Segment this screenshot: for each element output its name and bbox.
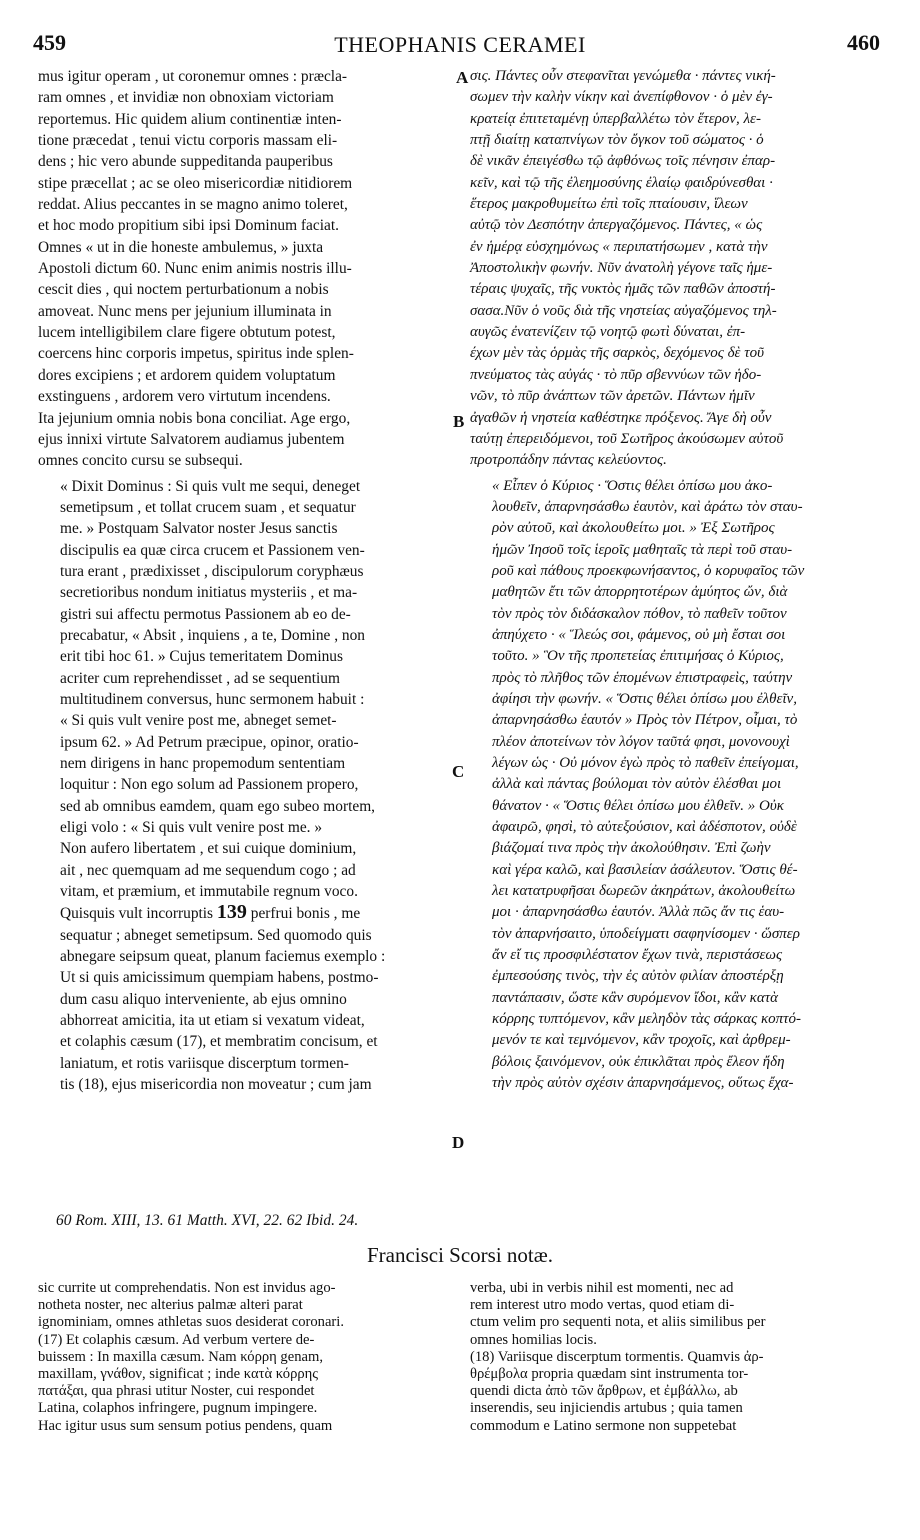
text-line: tione præcedat , tenui victu corporis massam eli-: [38, 132, 338, 150]
text-line: coercens hinc corporis impetus, spiritus inde splen-: [38, 345, 354, 363]
text-line: reportemus. Hic quidem alium continentiæ inten-: [38, 110, 342, 128]
text-line: tura erant , prædixisset , discipulorum coryphæus: [60, 562, 364, 580]
text-line: ἡμῶν Ἰησοῦ τοῖς ἱεροῖς μαθηταῖς τὰ περὶ τοῦ σταυ-: [492, 541, 793, 558]
text-line: Omnes « ut in die honeste ambulemus, » juxta: [38, 238, 324, 256]
text-line: τοῦτο. » Ὃν τῆς προπετείας ἐπιτιμήσας ὁ Κύριος,: [492, 648, 784, 665]
text-line: ipsum 62. » Ad Petrum præcipue, opinor, oratio-: [60, 733, 359, 751]
text-line: μαθητῶν ἔτι τῶν ἀπορρητοτέρων ἀμύητος ὤν, διὰ: [492, 584, 788, 601]
text-line: loquitur : Non ego solum ad Passionem propero,: [60, 776, 359, 794]
text-line: λει κατατρυφῆσαι δωρεῶν ἀκηράτων, ἀκολουθείτω: [492, 883, 796, 900]
text-line: σωμεν τὴν καλὴν νίκην καὶ ἀνεπίφθονον · ὁ μὲν ἐγ-: [470, 89, 773, 106]
latin-paragraph-2: [38, 476, 454, 1096]
note-line: πατάξαι, qua phrasi utitur Noster, cui respondet: [38, 1383, 315, 1400]
text-line: gistri sui affectu permotus Passionem ab eo de-: [60, 605, 351, 623]
text-line: lucem intelligibilem clare figere obtutum potest,: [38, 324, 336, 342]
margin-marker-c: C: [452, 762, 465, 781]
text-line: et hoc modo propitium sibi ipsi Dominum faciat.: [38, 217, 339, 235]
margin-marker-b: B: [453, 412, 465, 431]
text-line: μενόν τε καὶ τεμνόμενον, κἂν τροχοῖς, καὶ ἀρθρεμ-: [492, 1032, 791, 1049]
greek-paragraph-2: [470, 476, 880, 1095]
text-line: ἐν ἡμέρᾳ εὐσχημόνως « περιπατήσωμεν , κατὰ τὴν: [470, 238, 768, 255]
note-line: (17) Et colaphis cæsum. Ad verbum vertere de-: [38, 1331, 315, 1348]
text-line: « Dixit Dominus : Si quis vult me sequi, deneget: [60, 477, 361, 495]
text-line: amoveat. Nunc mens per jejunium illuminata in: [38, 302, 332, 320]
page-header: [0, 30, 920, 56]
note-line: ctum velim pro sequenti nota, et aliis similibus per: [470, 1314, 766, 1331]
note-line: buissem : In maxilla cæsum. Nam κόρρη genam,: [38, 1348, 323, 1365]
text-line: ἀπαρνησάσθω ἑαυτόν » Πρὸς τὸν Πέτρον, οἶμαι, τὸ: [492, 712, 798, 729]
text-line: κόρρης τυπτόμενον, κἂν μεληδὸν τὰς σάρκας κοπτό-: [492, 1011, 802, 1028]
text-line: discipulis ea quæ circa crucem et Passionem ven-: [60, 541, 365, 559]
text-line: me. » Postquam Salvator noster Jesus sanctis: [60, 520, 338, 538]
note-line: θρέμβολα propria quædam sint instrumenta tor-: [470, 1366, 749, 1383]
text-line: ἀλλὰ καὶ πάντας βούλομαι τὸν αὐτὸν ἑλέσθαι μοι: [492, 776, 782, 793]
text-line: sed ab omnibus eamdem, quam ego subeo mortem,: [60, 797, 376, 815]
text-line: έχων μὲν τὰς ὁρμὰς τῆς σαρκὸς, δεχόμενος δὲ τοῦ: [470, 345, 764, 362]
right-page-number: 460: [847, 30, 880, 55]
text-line: παντάπασιν, ὥστε κἂν συρόμενον ἴδοι, κἂν κατὰ: [492, 989, 778, 1006]
text-line: erit tibi hoc 61. » Cujus temeritatem Dominus: [60, 648, 343, 666]
text-line: secretioribus nondum initiatus mysteriis , et ma-: [60, 584, 358, 602]
text-line: nem dirigens in hanc propemodum sententiam: [60, 755, 346, 772]
text-line: eligi volo : « Si quis vult venire post me. »: [60, 819, 323, 837]
text-line: laniatum, et rotis variisque discerptum tormen-: [60, 1054, 349, 1072]
text-line: stipe præcellat ; ac se oleo misericordiæ nitidiorem: [38, 174, 353, 192]
text-line: Ita jejunium omnia nobis bona conciliat. Age ergo,: [38, 409, 351, 427]
note-line: rem interest utro modo vertas, quod etiam di-: [470, 1297, 735, 1314]
text-line: νῶν, τὸ πῦρ ἀνάπτων τῶν ἀρετῶν. Πάντων ἡμῖν: [470, 388, 755, 405]
text-line: κεῖν, καὶ τῷ τῆς ἐλεημοσύνης ἐλαίῳ φαιδρύνεσθαι ·: [470, 174, 773, 191]
latin-paragraph-1: [38, 66, 454, 472]
text-line: τὸν ἀπαρνήσαιτο, ὑποδείγματι σαφηνίσομεν · ὥσπερ: [492, 925, 800, 942]
greek-paragraph-1: [470, 66, 880, 472]
note-line: Hac igitur usus sum sensum potius pendens, quam: [38, 1417, 333, 1434]
text-line: πρὸς τὸ πλῆθος τῶν ἑπομένων ἐπιστραφεὶς, ταύτην: [492, 669, 793, 686]
text-line: abnegare seipsum queat, planum faciemus exemplo :: [60, 948, 386, 966]
text-line: vitam, et præmium, et immutabile regnum voco.: [60, 883, 358, 901]
text-line: ram omnes , et invidiæ non obnoxiam victoriam: [38, 89, 334, 107]
text-line: dum casu aliquo interveniente, ab ejus omnino: [60, 990, 347, 1008]
left-page-number: 459: [33, 30, 66, 55]
text-line: τέραις ψυχαῖς, τῆς νυκτὸς ἡμᾶς τῶν παθῶν ἀποστή-: [470, 281, 776, 298]
notes-left-column: [38, 1280, 456, 1435]
text-line: cescit dies , qui noctem perturbationum a nobis: [38, 281, 329, 299]
note-line: Latina, colaphos infringere, pugnum impingere.: [38, 1400, 318, 1417]
text-line: βόλοις ξαινόμενον, οὐκ ἐπικλᾶται πρὸς ἔλεον ἤδη: [492, 1053, 785, 1070]
text-line: ἀγαθῶν ἡ νηστεία καθέστηκε πρόξενος. Ἄγε δὴ οὖν: [470, 409, 772, 426]
note-line: omnes homilias locis.: [470, 1331, 597, 1348]
note-line: (18) Variisque discerptum tormentis. Quamvis ἀρ-: [470, 1348, 764, 1365]
text-line: abhorreat amicitia, ita ut etiam si vexatum videat,: [60, 1012, 365, 1030]
note-line: quendi dicta ἀπὸ τῶν ἄρθρων, et ἐμβάλλω, ab: [470, 1383, 738, 1400]
text-line: ἄν εἴ τις προσφιλέστατον ἔχων τινὰ, περιστάσεως: [492, 947, 783, 964]
text-line: dores excipiens ; et ardorem quidem voluptatum: [38, 366, 336, 384]
text-line: πνεύματος τὰς αὐγάς · τὸ πῦρ σβεννύων τῶν ἡδο-: [470, 366, 762, 383]
text-line: ἐμπεσούσης τινὸς, τὴν ἐς αὐτὸν φιλίαν ἀποστέρξῃ: [492, 968, 784, 985]
text-line: βιάζομαί τινα πρὸς τὴν ἀκολούθησιν. Ἐπὶ ζωὴν: [492, 840, 771, 857]
column-number: 139: [216, 901, 247, 924]
text-line: omnes concito cursu se subsequi.: [38, 452, 243, 470]
text-line: αὐτῷ τὸν Δεσπότην ἀπεργαζόμενος. Πάντες, « ὡς: [470, 217, 763, 234]
text-line: τὸν πρὸς τὸν διδάσκαλον πόθον, τὸ παθεῖν τοῦτον: [492, 605, 787, 622]
text-line: πτῇ διαίτῃ καταπνίγων τὸν ὄγκον τοῦ σώματος · ὁ: [470, 132, 764, 149]
text-line: multitudinem conversus, hunc sermonem habuit :: [60, 690, 365, 708]
text-line: ait , nec quemquam ad me sequendum cogo ; ad: [60, 861, 356, 879]
text-line: Quisquis vult incorruptis 139 perfrui bonis , me: [60, 901, 361, 924]
text-line: ἕτερος μακροθυμείτω ἐπὶ τοῖς πταίουσιν, ἵλεων: [470, 196, 748, 213]
note-line: commodum e Latino sermone non suppetebat: [470, 1417, 737, 1434]
text-line: σασα.Νῦν ὁ νοῦς διὰ τῆς νηστείας αὐγαζόμενος τηλ-: [470, 302, 777, 319]
text-line: μοι · ἀπαρνησάσθω ἑαυτόν. Ἀλλὰ πῶς ἄν τις ἑαυ-: [492, 904, 785, 921]
text-line: Apostoli dictum 60. Nunc enim animis nostris illu-: [38, 260, 352, 278]
notes-right-column: [470, 1280, 882, 1435]
text-line: dens ; hic vero abunde suppeditanda pauperibus: [38, 153, 333, 171]
text-line: et colaphis cæsum (17), et membratim concisum, et: [60, 1033, 378, 1051]
text-line: sequatur ; abneget semetipsum. Sed quomodo quis: [60, 926, 372, 944]
text-line: ἀφίησι τὴν φωνήν. « Ὅστις θέλει ὀπίσω μου ἐλθεῖν,: [492, 690, 797, 707]
note-line: verba, ubi in verbis nihil est momenti, nec ad: [470, 1280, 734, 1296]
text-line: reddat. Alius peccantes in se magno animo toleret,: [38, 196, 348, 214]
running-title: THEOPHANIS CERAMEI: [334, 32, 586, 57]
text-line: λέγων ὡς · Οὐ μόνον ἐγὼ πρὸς τὸ παθεῖν ἐπείγομαι,: [492, 755, 799, 771]
note-line: maxillam, γνάθον, significat ; inde κατὰ κόρρης: [38, 1366, 319, 1383]
text-line: mus igitur operam , ut coronemur omnes : præcla-: [38, 68, 348, 85]
greek-column: [470, 66, 880, 1095]
text-line: ροῦ καὶ πάθους προεκφωνήσαντος, ὁ κορυφαῖος τῶν: [492, 562, 805, 579]
text-line: Ut si quis amicissimum quempiam habens, postmo-: [60, 969, 379, 987]
text-line: ejus innixi virtute Salvatorem audiamus jubentem: [38, 430, 345, 448]
text-line: καὶ γέρα καλῶ, καὶ βασιλείαν ἀσάλευτον. Ὅστις θέ-: [492, 861, 798, 878]
text-line: δὲ νικᾶν ἐπειγέσθω τῷ ἀφθόνως τοῖς πένησιν ἐπαρ-: [470, 153, 776, 170]
footnotes: 60 Rom. XIII, 13. 61 Matth. XVI, 22. 62 Ibid. 24.: [56, 1212, 359, 1229]
note-line: notheta noster, nec alterius palmæ alteri parat: [38, 1297, 303, 1314]
text-line: αυγῶς ἐνατενίζειν τῷ νοητῷ φωτὶ δύναται, ἐπ-: [470, 324, 746, 341]
text-line: precabatur, « Absit , inquiens , a te, Domine , non: [60, 626, 365, 644]
text-line: ρὸν αὐτοῦ, καὶ ἀκολουθείτω μοι. » Ἐξ Σωτῆρος: [492, 520, 775, 537]
note-line: inserendis, seu injiciendis artubus ; quia tamen: [470, 1400, 743, 1417]
text-line: exstinguens , ardorem vero virtutum incendens.: [38, 388, 331, 406]
text-line: « Εἶπεν ὁ Κύριος · Ὅστις θέλει ὀπίσω μου ἀκο-: [492, 477, 773, 494]
margin-marker-a: A: [456, 68, 469, 87]
margin-marker-d: D: [452, 1133, 465, 1152]
note-line: sic currite ut comprehendatis. Non est invidus ago-: [38, 1280, 336, 1296]
text-line: σις. Πάντες οὖν στεφανῖται γενώμεθα · πάντες νική-: [470, 68, 776, 84]
text-line: ἀπηύχετο · « Ἵλεώς σοι, φάμενος, οὐ μὴ ἔσται σοι: [492, 626, 786, 643]
text-line: προτροπάδην πάντας κελεύοντος.: [470, 452, 667, 469]
text-line: τὴν πρὸς αὐτὸν σχέσιν ἀπαρνησάμενος, οὕτως ἔχα-: [492, 1075, 794, 1092]
text-line: Non aufero libertatem , et sui cuique dominium,: [60, 840, 357, 858]
text-line: θάνατον · « Ὅστις θέλει ὀπίσω μου ἐλθεῖν. » Οὐκ: [492, 797, 784, 814]
text-line: ταύτῃ ἐπερειδόμενοι, τοῦ Σωτῆρος ἀκούσωμεν αὐτοῦ: [470, 430, 784, 447]
text-line: « Si quis vult venire post me, abneget semet-: [60, 712, 337, 730]
text-line: acriter cum reprehendisset , ad se sequentium: [60, 669, 340, 687]
text-line: ἀφαιρῶ, φησὶ, τὸ αὐτεξούσιον, καὶ ἀδέσποτον, οὐδὲ: [492, 819, 797, 836]
text-line: semetipsum , et tollat crucem suam , et sequatur: [60, 498, 356, 516]
notes-title: Francisci Scorsi notæ.: [366, 1243, 554, 1267]
text-line: λουθεῖν, ἀπαρνησάσθω ἑαυτὸν, καὶ ἀράτω τὸν σταυ-: [492, 498, 803, 515]
text-line: Ἀποστολικὴν φωνήν. Νῦν ἀνατολὴ γέγονε ταῖς ἡμε-: [470, 260, 773, 277]
text-line: πλέον ἀποτείνων τὸν λόγον ταῦτά φησι, μονονουχὶ: [492, 733, 790, 750]
latin-column: [38, 66, 454, 1096]
note-line: ignominiam, omnes athletas suos desiderat coronari.: [38, 1314, 344, 1331]
text-line: κρατείᾳ ἐπιτεταμένῃ ὑπερβαλλέτω τὸν ἕτερον, λε-: [470, 110, 761, 127]
text-line: tis (18), ejus misericordia non moveatur ; cum jam: [60, 1076, 372, 1094]
